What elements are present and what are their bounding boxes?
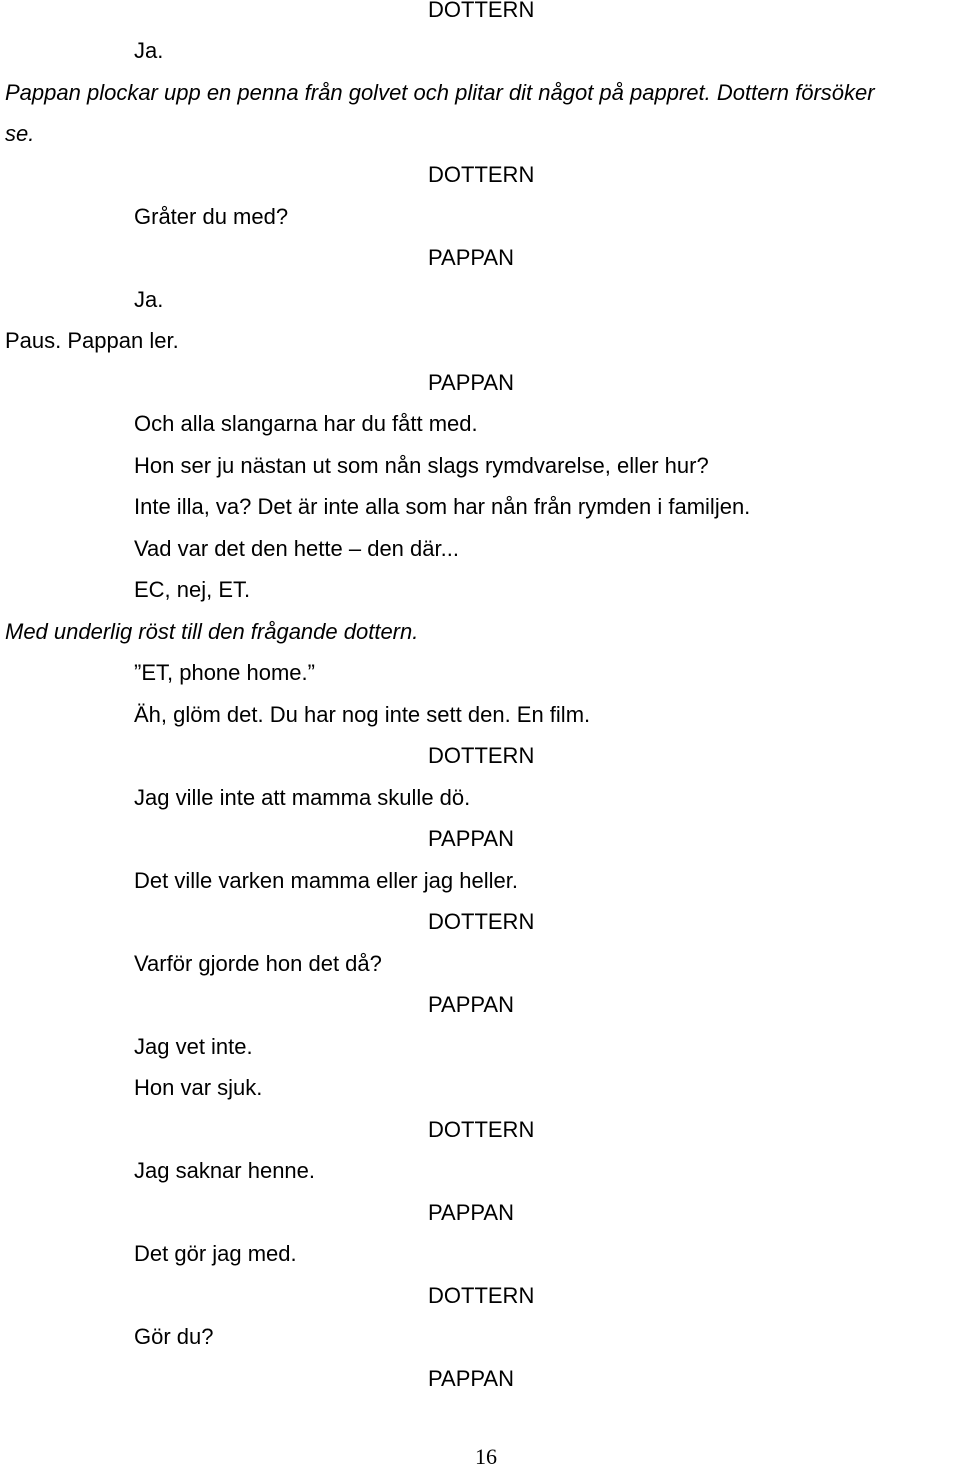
dialogue-line: Hon var sjuk. [134,1075,263,1100]
dialogue-line: EC, nej, ET. [134,577,251,602]
stage-direction: Pappan plockar upp en penna från golvet och plitar dit något på pappret. Dottern försöker [5,80,875,105]
character-cue: PAPPAN [428,1200,514,1225]
character-cue: PAPPAN [428,826,514,851]
dialogue-line: Gör du? [134,1324,214,1349]
character-cue: PAPPAN [428,992,514,1017]
dialogue-line: Ja. [134,38,164,63]
character-cue: DOTTERN [428,743,535,768]
stage-direction: Med underlig röst till den frågande dottern. [5,619,419,644]
dialogue-line: Gråter du med? [134,204,289,229]
stage-direction: se. [5,121,35,146]
dialogue-line: Hon ser ju nästan ut som nån slags rymdvarelse, eller hur? [134,453,709,478]
dialogue-line: Det gör jag med. [134,1241,297,1266]
character-cue: PAPPAN [428,1366,514,1391]
dialogue-line: Jag ville inte att mamma skulle dö. [134,785,471,810]
dialogue-line: Varför gjorde hon det då? [134,951,382,976]
dialogue-line: Inte illa, va? Det är inte alla som har nån från rymden i familjen. [134,494,751,519]
dialogue-line: Vad var det den hette – den där... [134,536,459,561]
dialogue-line: Ja. [134,287,164,312]
character-cue: DOTTERN [428,909,535,934]
dialogue-line: Äh, glöm det. Du har nog inte sett den. En film. [134,702,591,727]
page-number: 16 [475,1444,497,1469]
character-cue: PAPPAN [428,370,514,395]
character-cue: DOTTERN [428,162,535,187]
stage-direction: Paus. Pappan ler. [5,328,179,353]
character-cue: DOTTERN [428,0,535,22]
dialogue-line: ”ET, phone home.” [134,660,315,685]
dialogue-line: Och alla slangarna har du fått med. [134,411,478,436]
dialogue-line: Jag vet inte. [134,1034,253,1059]
dialogue-line: Jag saknar henne. [134,1158,316,1183]
character-cue: DOTTERN [428,1117,535,1142]
character-cue: DOTTERN [428,1283,535,1308]
character-cue: PAPPAN [428,245,514,270]
dialogue-line: Det ville varken mamma eller jag heller. [134,868,518,893]
